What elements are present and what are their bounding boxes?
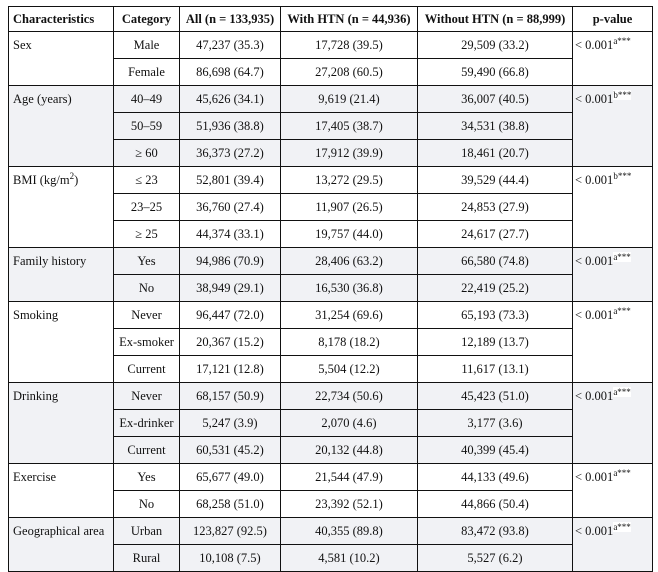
with-htn-cell: 4,581 (10.2) <box>281 545 418 572</box>
table-row <box>9 248 653 275</box>
all-cell: 123,827 (92.5) <box>180 518 281 545</box>
p-value-cell <box>573 464 653 518</box>
p-value-superscript: a*** <box>613 251 631 262</box>
without-htn-cell: 34,531 (38.8) <box>418 113 573 140</box>
category-cell: No <box>114 491 180 518</box>
header-p-value: p-value <box>573 7 653 32</box>
characteristic-label: Exercise <box>13 470 57 484</box>
p-value-text: < 0.001 <box>575 308 614 322</box>
p-value-text: < 0.001 <box>575 173 614 187</box>
p-value-text: < 0.001 <box>575 38 614 52</box>
p-value-superscript: a*** <box>613 386 631 397</box>
p-value-cell <box>573 248 653 302</box>
with-htn-cell: 19,757 (44.0) <box>281 221 418 248</box>
p-value-superscript: b*** <box>613 89 632 100</box>
p-value-cell <box>573 518 653 572</box>
characteristic-superscript: 2 <box>69 170 75 181</box>
all-cell: 96,447 (72.0) <box>180 302 281 329</box>
characteristic-label: Sex <box>13 38 32 52</box>
category-cell: Never <box>114 302 180 329</box>
table-row <box>9 167 653 194</box>
all-cell: 65,677 (49.0) <box>180 464 281 491</box>
without-htn-cell: 39,529 (44.4) <box>418 167 573 194</box>
with-htn-cell: 9,619 (21.4) <box>281 86 418 113</box>
characteristic-label: Family history <box>13 254 87 268</box>
characteristic-label: Smoking <box>13 308 59 322</box>
all-cell: 17,121 (12.8) <box>180 356 281 383</box>
with-htn-cell: 17,728 (39.5) <box>281 32 418 59</box>
p-value-superscript: a*** <box>613 467 631 478</box>
p-value-cell <box>573 302 653 383</box>
p-value-cell <box>573 86 653 167</box>
all-cell: 5,247 (3.9) <box>180 410 281 437</box>
with-htn-cell: 22,734 (50.6) <box>281 383 418 410</box>
all-cell: 45,626 (34.1) <box>180 86 281 113</box>
all-cell: 36,760 (27.4) <box>180 194 281 221</box>
p-value-text: < 0.001 <box>575 389 614 403</box>
without-htn-cell: 40,399 (45.4) <box>418 437 573 464</box>
header-with-htn: With HTN (n = 44,936) <box>281 7 418 32</box>
header-characteristics: Characteristics <box>9 7 114 32</box>
table-row <box>9 32 653 59</box>
category-cell: 40–49 <box>114 86 180 113</box>
category-cell: 50–59 <box>114 113 180 140</box>
with-htn-cell: 8,178 (18.2) <box>281 329 418 356</box>
with-htn-cell: 20,132 (44.8) <box>281 437 418 464</box>
characteristic-suffix: ) <box>74 173 79 187</box>
without-htn-cell: 45,423 (51.0) <box>418 383 573 410</box>
p-value-text: < 0.001 <box>575 92 614 106</box>
all-cell: 51,936 (38.8) <box>180 113 281 140</box>
header-row <box>9 7 653 32</box>
all-cell: 68,157 (50.9) <box>180 383 281 410</box>
p-value-cell <box>573 383 653 464</box>
table-row <box>9 518 653 545</box>
p-value-superscript: a*** <box>613 521 631 532</box>
without-htn-cell: 12,189 (13.7) <box>418 329 573 356</box>
all-cell: 38,949 (29.1) <box>180 275 281 302</box>
without-htn-cell: 44,133 (49.6) <box>418 464 573 491</box>
table-row <box>9 302 653 329</box>
without-htn-cell: 44,866 (50.4) <box>418 491 573 518</box>
without-htn-cell: 24,617 (27.7) <box>418 221 573 248</box>
with-htn-cell: 31,254 (69.6) <box>281 302 418 329</box>
all-cell: 10,108 (7.5) <box>180 545 281 572</box>
characteristic-label: Age (years) <box>13 92 72 106</box>
category-cell: No <box>114 275 180 302</box>
table-row <box>9 383 653 410</box>
without-htn-cell: 59,490 (66.8) <box>418 59 573 86</box>
without-htn-cell: 36,007 (40.5) <box>418 86 573 113</box>
all-cell: 94,986 (70.9) <box>180 248 281 275</box>
without-htn-cell: 29,509 (33.2) <box>418 32 573 59</box>
with-htn-cell: 5,504 (12.2) <box>281 356 418 383</box>
with-htn-cell: 27,208 (60.5) <box>281 59 418 86</box>
p-value-superscript: a*** <box>613 35 631 46</box>
all-cell: 20,367 (15.2) <box>180 329 281 356</box>
characteristic-name <box>9 86 114 167</box>
category-cell: Yes <box>114 248 180 275</box>
p-value-text: < 0.001 <box>575 470 614 484</box>
without-htn-cell: 3,177 (3.6) <box>418 410 573 437</box>
characteristic-label: BMI (kg/m <box>13 173 70 187</box>
all-cell: 47,237 (35.3) <box>180 32 281 59</box>
without-htn-cell: 11,617 (13.1) <box>418 356 573 383</box>
category-cell: ≤ 23 <box>114 167 180 194</box>
p-value-cell <box>573 167 653 248</box>
header-without-htn: Without HTN (n = 88,999) <box>418 7 573 32</box>
characteristic-name <box>9 167 114 248</box>
header-category: Category <box>114 7 180 32</box>
without-htn-cell: 65,193 (73.3) <box>418 302 573 329</box>
table-row <box>9 86 653 113</box>
characteristic-name <box>9 383 114 464</box>
with-htn-cell: 2,070 (4.6) <box>281 410 418 437</box>
category-cell: Never <box>114 383 180 410</box>
category-cell: Yes <box>114 464 180 491</box>
characteristic-label: Drinking <box>13 389 59 403</box>
without-htn-cell: 22,419 (25.2) <box>418 275 573 302</box>
p-value-text: < 0.001 <box>575 524 614 538</box>
characteristics-table <box>8 6 653 572</box>
p-value-superscript: b*** <box>613 170 632 181</box>
category-cell: Male <box>114 32 180 59</box>
category-cell: Rural <box>114 545 180 572</box>
header-all: All (n = 133,935) <box>180 7 281 32</box>
table-body <box>9 32 653 572</box>
category-cell: Female <box>114 59 180 86</box>
characteristic-name <box>9 464 114 518</box>
without-htn-cell: 18,461 (20.7) <box>418 140 573 167</box>
category-cell: Ex-drinker <box>114 410 180 437</box>
without-htn-cell: 83,472 (93.8) <box>418 518 573 545</box>
all-cell: 60,531 (45.2) <box>180 437 281 464</box>
category-cell: 23–25 <box>114 194 180 221</box>
without-htn-cell: 5,527 (6.2) <box>418 545 573 572</box>
category-cell: Current <box>114 437 180 464</box>
all-cell: 68,258 (51.0) <box>180 491 281 518</box>
p-value-superscript: a*** <box>613 305 631 316</box>
with-htn-cell: 16,530 (36.8) <box>281 275 418 302</box>
with-htn-cell: 21,544 (47.9) <box>281 464 418 491</box>
without-htn-cell: 24,853 (27.9) <box>418 194 573 221</box>
characteristic-name <box>9 32 114 86</box>
with-htn-cell: 13,272 (29.5) <box>281 167 418 194</box>
all-cell: 52,801 (39.4) <box>180 167 281 194</box>
category-cell: ≥ 60 <box>114 140 180 167</box>
all-cell: 36,373 (27.2) <box>180 140 281 167</box>
category-cell: ≥ 25 <box>114 221 180 248</box>
category-cell: Urban <box>114 518 180 545</box>
with-htn-cell: 28,406 (63.2) <box>281 248 418 275</box>
characteristic-label: Geographical area <box>13 524 105 538</box>
with-htn-cell: 40,355 (89.8) <box>281 518 418 545</box>
with-htn-cell: 17,912 (39.9) <box>281 140 418 167</box>
table-row <box>9 464 653 491</box>
without-htn-cell: 66,580 (74.8) <box>418 248 573 275</box>
with-htn-cell: 23,392 (52.1) <box>281 491 418 518</box>
characteristic-name <box>9 518 114 572</box>
all-cell: 44,374 (33.1) <box>180 221 281 248</box>
with-htn-cell: 11,907 (26.5) <box>281 194 418 221</box>
all-cell: 86,698 (64.7) <box>180 59 281 86</box>
characteristic-name <box>9 302 114 383</box>
characteristic-name <box>9 248 114 302</box>
p-value-cell <box>573 32 653 86</box>
characteristics-table-wrapper <box>8 6 653 572</box>
category-cell: Ex-smoker <box>114 329 180 356</box>
with-htn-cell: 17,405 (38.7) <box>281 113 418 140</box>
p-value-text: < 0.001 <box>575 254 614 268</box>
category-cell: Current <box>114 356 180 383</box>
